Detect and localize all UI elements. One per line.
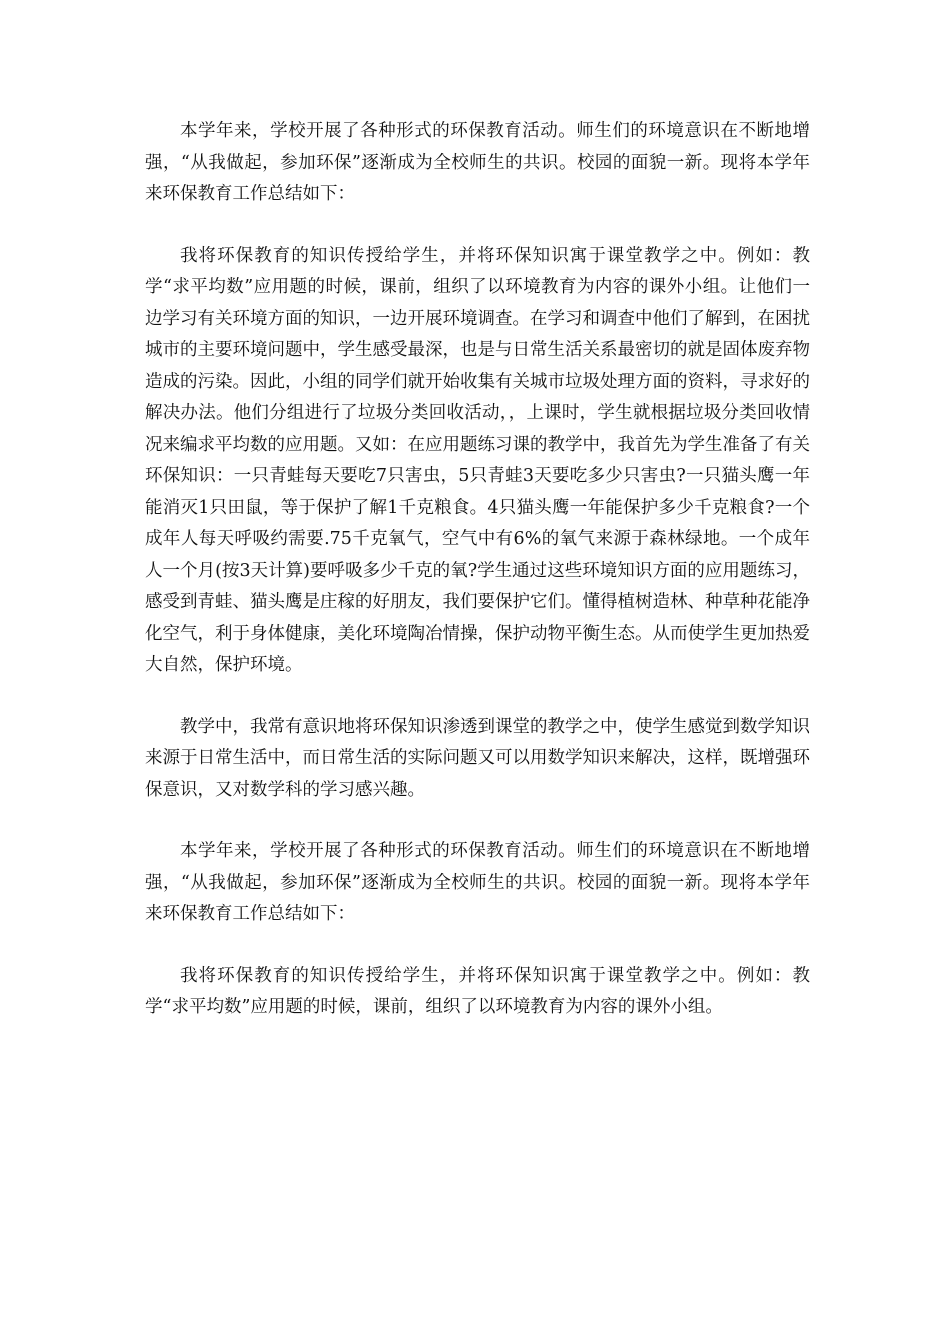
paragraph-5: 我将环保教育的知识传授给学生，并将环保知识寓于课堂教学之中。例如：教学“求平均数”应用题的时候，课前，组织了以环境教育为内容的课外小组。 bbox=[145, 965, 810, 1017]
paragraph-1: 本学年来，学校开展了各种形式的环保教育活动。师生们的环境意识在不断地增强，“从我做起，参加环保”逐渐成为全校师生的共识。校园的面貌一新。现将本学年来环保教育工作总结如下： bbox=[145, 121, 810, 204]
paragraph-4: 本学年来，学校开展了各种形式的环保教育活动。师生们的环境意识在不断地增强，“从我做起，参加环保”逐渐成为全校师生的共识。校园的面貌一新。现将本学年来环保教育工作总结如下： bbox=[145, 841, 810, 924]
paragraph-3: 教学中，我常有意识地将环保知识渗透到课堂的教学之中，使学生感觉到数学知识来源于日常生活中，而日常生活的实际问题又可以用数学知识来解决，这样，既增强环保意识，又对数学科的学习感兴趣。 bbox=[145, 716, 810, 800]
paragraph-2: 我将环保教育的知识传授给学生，并将环保知识寓于课堂教学之中。例如：教学“求平均数”应用题的时候，课前，组织了以环境教育为内容的课外小组。让他们一边学习有关环境方面的知识，一边开展环境调查。在学习和调查中他们了解到，在困扰城市的主要环境问题中，学生感受最深，也是与日常生活关系最密切的就是固体废弃物造成的污染。因此，小组的同学们就开始收集有关城市垃圾处理方面的资料，寻求好的解决办法。他们分组进行了垃圾分类回收活动，，上课时，学生就根据垃圾分类回收情况来编求平均数的应用题。又如：在应用题练习课的教学中，我首先为学生准备了有关环保知识：一只青蛙每天要吃7只害虫，5只青蛙3天要吃多少只害虫?一只猫头鹰一年能消灭1只田鼠，等于保护了解1千克粮食。4只猫头鹰一年能保护多少千克粮食?一个成年人每天呼吸约需要.75千克氧气，空气中有6%的氧气来源于森林绿地。一个成年人一个月(按3天计算)要呼吸多少千克的氧?学生通过这些环境知识方面的应用题练习，感受到青蛙、猫头鹰是庄稼的好朋友，我们要保护它们。懂得植树造林、种草种花能净化空气，利于身体健康，美化环境陶冶情操，保护动物平衡生态。从而使学生更加热爱大自然，保护环境。 bbox=[145, 245, 810, 675]
document-body bbox=[145, 116, 810, 1024]
